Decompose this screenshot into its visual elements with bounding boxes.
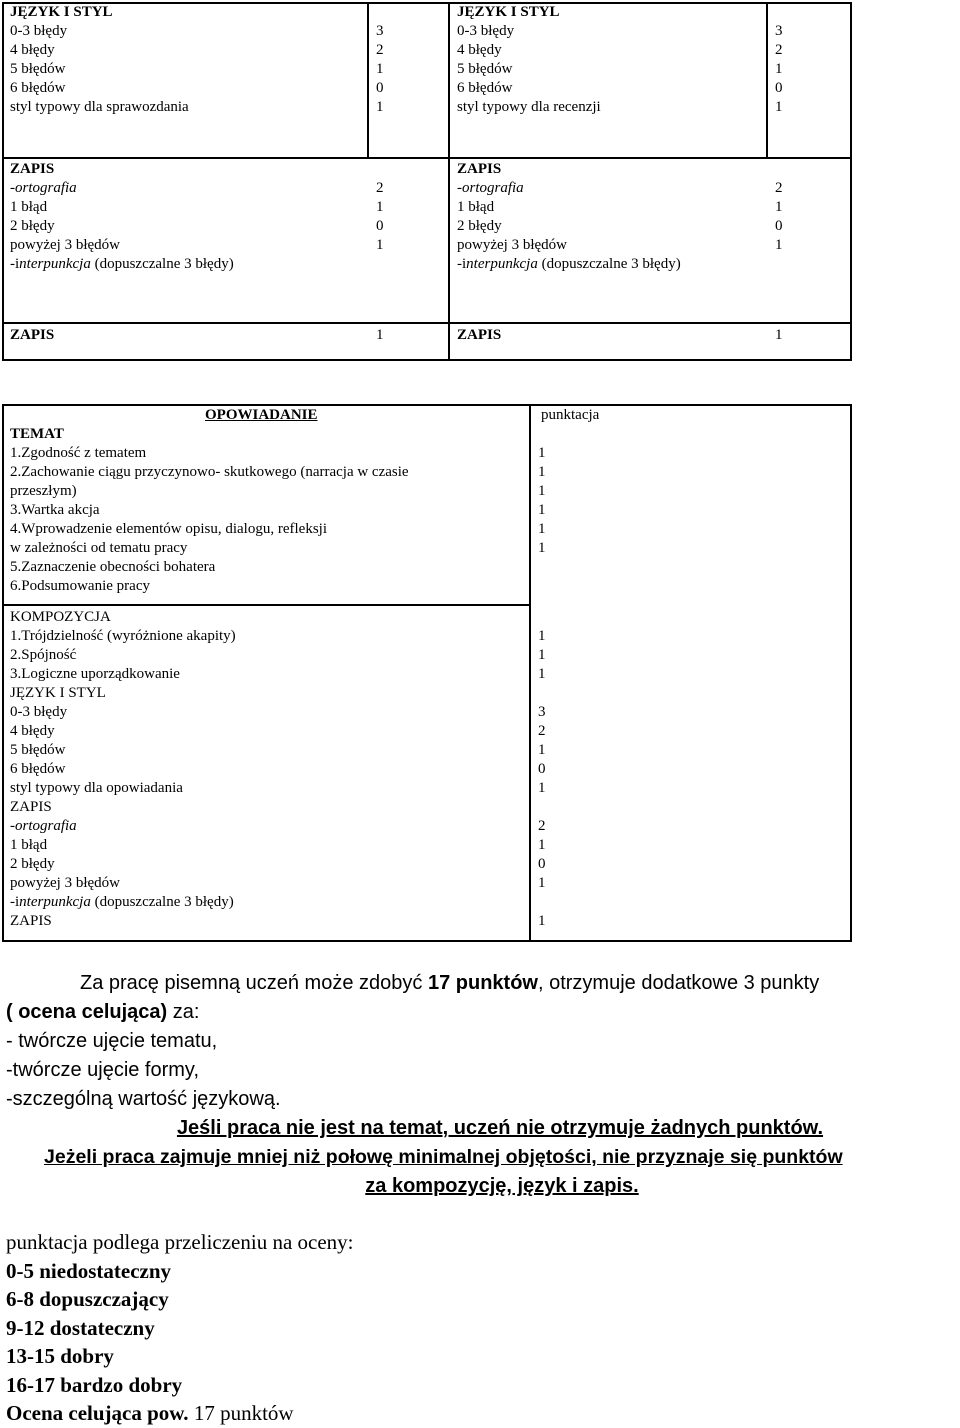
points-value: 2 — [538, 818, 546, 834]
note-line — [6, 1001, 199, 1024]
points-value: 0 — [538, 761, 546, 777]
points-value: 1 — [538, 742, 546, 758]
points-value: 1 — [538, 521, 546, 537]
grade-scale — [6, 1228, 354, 1428]
note-line — [80, 972, 819, 995]
criterion-interpunkcja — [10, 255, 234, 274]
note-text: , otrzymuje dodatkowe 3 punkty — [537, 972, 820, 994]
section-title: KOMPOZYCJA — [10, 609, 111, 625]
points-value: 1 — [775, 61, 783, 77]
spacer — [538, 893, 546, 912]
grade-item: 13-15 dobry — [6, 1344, 114, 1368]
interp-prefix: -i — [457, 256, 467, 272]
criterion: powyżej 3 błędów — [10, 237, 120, 253]
row3-left — [10, 326, 54, 345]
points-value: 1 — [538, 483, 546, 499]
points-value: 1 — [538, 780, 546, 796]
points-value: 1 — [775, 99, 783, 115]
interp-prefix: -i — [10, 894, 20, 910]
points-value: 2 — [775, 42, 783, 58]
kompozycja-criteria — [10, 608, 236, 931]
note-text: Za pracę pisemną uczeń może zdobyć — [80, 972, 428, 994]
interp-rest: (dopuszczalne 3 błędy) — [90, 256, 234, 272]
row3-right-points — [775, 326, 783, 345]
row-divider — [2, 322, 852, 324]
criterion: 6 błędów — [10, 80, 66, 96]
points-value: 2 — [376, 42, 384, 58]
interp-word: nterpunkcja — [466, 256, 538, 272]
row1-left-points — [376, 22, 384, 117]
points-value: 1 — [376, 327, 384, 343]
grade-text: 17 punktów — [188, 1401, 294, 1425]
points-header: punktacja — [541, 407, 600, 423]
note-line: -twórcze ujęcie formy, — [6, 1059, 200, 1081]
note-warning: Jeżeli praca zajmuje mniej niż połowę minimalnej objętości, nie przyznaje się punktów — [44, 1146, 843, 1168]
note-bold: 17 punktów — [427, 972, 538, 994]
criterion: 2 błędy — [10, 218, 55, 234]
interp-word: nterpunkcja — [19, 256, 91, 272]
section-title: ZAPIS — [457, 161, 502, 177]
section-title: ZAPIS — [10, 799, 52, 815]
spacer — [538, 798, 546, 817]
note-bold: ( ocena celująca) — [6, 1001, 168, 1023]
points-value: 0 — [538, 856, 546, 872]
criterion: 3.Logiczne uporządkowanie — [10, 666, 180, 682]
row2-right-points — [775, 179, 783, 255]
note-line: - twórcze ujęcie tematu, — [6, 1030, 218, 1052]
interp-word: nterpunkcja — [19, 894, 91, 910]
criterion: powyżej 3 błędów — [457, 237, 567, 253]
criterion: 0-3 błędy — [10, 23, 68, 39]
criterion: 6 błędów — [10, 761, 66, 777]
note-line: -szczególną wartość językową. — [6, 1088, 281, 1110]
row-divider — [2, 604, 530, 606]
points-value: 1 — [775, 199, 783, 215]
col-divider — [766, 2, 768, 159]
section-title: ZAPIS — [10, 913, 52, 929]
section-title: JĘZYK I STYL — [10, 4, 113, 20]
criterion: 4 błędy — [10, 723, 55, 739]
story-table-title: OPOWIADANIE — [205, 407, 318, 423]
row1-right-points — [775, 22, 783, 117]
scale-intro: punktacja podlega przeliczeniu na oceny: — [6, 1230, 354, 1254]
criterion: 1 błąd — [457, 199, 495, 215]
points-value: 1 — [538, 445, 546, 461]
points-value: 1 — [538, 464, 546, 480]
criterion: 4.Wprowadzenie elementów opisu, dialogu, refleksji — [10, 521, 327, 537]
section-title: TEMAT — [10, 426, 64, 442]
row2-right-criteria — [457, 160, 681, 274]
grade-item: 16-17 bardzo dobry — [6, 1372, 183, 1397]
points-value: 1 — [376, 199, 384, 215]
interp-prefix: -i — [10, 256, 20, 272]
criterion: 1.Zgodność z tematem — [10, 445, 147, 461]
col-divider — [529, 404, 531, 942]
row3-right — [457, 326, 501, 345]
points-value: 1 — [538, 540, 546, 556]
criterion: styl typowy dla recenzji — [457, 99, 601, 115]
criterion: 2.Spójność — [10, 647, 77, 663]
section-title: JĘZYK I STYL — [457, 4, 560, 20]
note-warning: za kompozycję, język i zapis. — [365, 1175, 639, 1197]
points-value: 3 — [376, 23, 384, 39]
note-text: za: — [167, 1001, 200, 1023]
points-value: 0 — [376, 80, 384, 96]
lower-points — [538, 627, 546, 931]
criterion: styl typowy dla opowiadania — [10, 780, 183, 796]
points-value: 3 — [538, 704, 546, 720]
grade-item: 0-5 niedostateczny — [6, 1258, 172, 1283]
criterion: 0-3 błędy — [10, 704, 68, 720]
criterion: 3.Wartka akcja — [10, 502, 100, 518]
section-title: ZAPIS — [10, 161, 55, 177]
grade-item: 6-8 dopuszczający — [6, 1287, 169, 1311]
criterion: w zależności od tematu pracy — [10, 540, 188, 556]
criterion: przeszłym) — [10, 483, 77, 499]
row2-left-points — [376, 179, 384, 255]
temat-points — [538, 444, 546, 558]
criterion: 1.Trójdzielność (wyróżnione akapity) — [10, 628, 236, 644]
criterion-interpunkcja — [457, 255, 681, 274]
criterion: 5 błędów — [457, 61, 513, 77]
points-value: 1 — [538, 628, 546, 644]
col-divider — [448, 2, 450, 361]
criterion: 0-3 błędy — [457, 23, 515, 39]
points-value: 1 — [538, 837, 546, 853]
points-value: 1 — [538, 913, 546, 929]
temat-criteria — [10, 425, 409, 596]
criterion: 6.Podsumowanie pracy — [10, 578, 150, 594]
points-value: 0 — [775, 80, 783, 96]
criterion: 1 błąd — [10, 199, 48, 215]
grade-bold: Ocena celująca pow. — [6, 1401, 189, 1425]
points-value: 1 — [538, 647, 546, 663]
row1-right-criteria — [457, 3, 601, 117]
points-value: 2 — [376, 180, 384, 196]
points-value: 3 — [775, 23, 783, 39]
interp-rest: (dopuszczalne 3 błędy) — [537, 256, 681, 272]
row-divider — [2, 157, 852, 159]
points-value: 1 — [376, 99, 384, 115]
points-value: 1 — [538, 875, 546, 891]
points-value: 1 — [376, 61, 384, 77]
section-title: ZAPIS — [10, 327, 55, 343]
points-value: 1 — [538, 666, 546, 682]
criterion: 5 błędów — [10, 742, 66, 758]
criterion: powyżej 3 błędów — [10, 875, 120, 891]
points-value: 1 — [538, 502, 546, 518]
criterion: 6 błędów — [457, 80, 513, 96]
criterion: 2.Zachowanie ciągu przyczynowo- skutkowego (narracja w czasie — [10, 464, 409, 480]
row2-left-criteria — [10, 160, 234, 274]
points-value: 2 — [775, 180, 783, 196]
criterion: 5.Zaznaczenie obecności bohatera — [10, 559, 216, 575]
criterion-ortografia: -ortografia — [10, 180, 77, 196]
criterion: 1 błąd — [10, 837, 48, 853]
grade-item: 9-12 dostateczny — [6, 1315, 155, 1340]
row3-left-points — [376, 326, 384, 345]
criterion-ortografia: -ortografia — [10, 818, 77, 834]
points-value: 2 — [538, 723, 546, 739]
criterion: 4 błędy — [10, 42, 55, 58]
row1-left-criteria — [10, 3, 189, 117]
points-value: 1 — [775, 327, 783, 343]
criterion: styl typowy dla sprawozdania — [10, 99, 189, 115]
criterion-interpunkcja — [10, 893, 236, 912]
note-warning: Jeśli praca nie jest na temat, uczeń nie otrzymuje żadnych punktów. — [176, 1117, 824, 1139]
criterion: 5 błędów — [10, 61, 66, 77]
points-value: 0 — [775, 218, 783, 234]
criterion-ortografia: -ortografia — [457, 180, 524, 196]
criterion: 2 błędy — [457, 218, 502, 234]
criterion: 4 błędy — [457, 42, 502, 58]
section-title: JĘZYK I STYL — [10, 685, 106, 701]
spacer — [538, 684, 546, 703]
points-value: 1 — [376, 237, 384, 253]
section-title: ZAPIS — [457, 327, 502, 343]
criterion: 2 błędy — [10, 856, 55, 872]
points-value: 1 — [775, 237, 783, 253]
points-value: 0 — [376, 218, 384, 234]
interp-rest: (dopuszczalne 3 błędy) — [90, 894, 234, 910]
grade-item — [6, 1399, 354, 1428]
col-divider — [367, 2, 369, 159]
